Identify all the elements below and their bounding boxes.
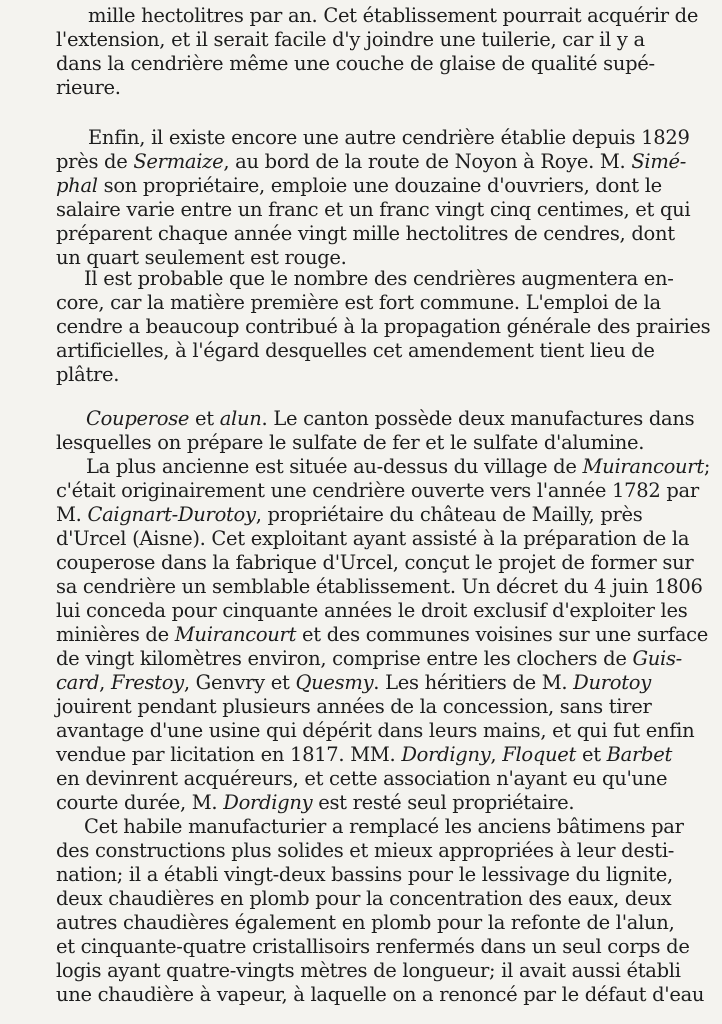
text-line bbox=[0, 887, 690, 911]
text-segment: avantage d'une usine qui dépérit dans leurs mains, et qui fut enfin bbox=[56, 719, 695, 742]
italic-text: card bbox=[56, 671, 100, 694]
text-segment: M. bbox=[56, 503, 88, 526]
text-segment: est resté seul propriétaire. bbox=[312, 791, 575, 814]
text-line bbox=[0, 527, 690, 551]
text-segment: et bbox=[189, 407, 220, 430]
text-line bbox=[0, 52, 690, 76]
text-segment: La plus ancienne est située au-dessus du village de bbox=[86, 455, 583, 478]
text-segment: de vingt kilomètres environ, comprise entre les clochers de bbox=[56, 647, 633, 670]
text-segment: vendue par licitation en 1817. MM. bbox=[56, 743, 402, 766]
text-segment: et cinquante-quatre cristallisoirs renfermés dans un seul corps de bbox=[56, 935, 690, 958]
italic-text: Barbet bbox=[606, 743, 672, 766]
text-line bbox=[0, 791, 690, 815]
text-line bbox=[0, 983, 705, 1007]
text-line bbox=[0, 959, 690, 983]
text-segment: jouirent pendant plusieurs années de la concession, sans tirer bbox=[56, 695, 652, 718]
italic-text: Frestoy bbox=[110, 671, 184, 694]
text-segment: core, car la matière première est fort commune. L'emploi de la bbox=[56, 291, 661, 314]
text-line bbox=[0, 551, 694, 575]
text-line bbox=[0, 363, 690, 387]
text-line bbox=[0, 267, 718, 291]
text-line bbox=[0, 743, 690, 767]
italic-text: Guis- bbox=[632, 647, 682, 670]
text-line bbox=[0, 575, 703, 599]
text-line bbox=[0, 671, 690, 695]
text-segment: autres chaudières également en plomb pour la refonte de l'alun, bbox=[56, 911, 675, 934]
italic-text: Muirancourt bbox=[174, 623, 297, 646]
text-segment: un quart seulement est rouge. bbox=[56, 246, 347, 269]
text-segment: deux chaudières en plomb pour la concentration des eaux, deux bbox=[56, 887, 672, 910]
text-line bbox=[0, 695, 690, 719]
text-segment: c'était originairement une cendrière ouverte vers l'année 1782 par bbox=[56, 479, 699, 502]
text-segment: dans la cendrière même une couche de glaise de qualité supé- bbox=[56, 52, 655, 75]
italic-text: Dordigny bbox=[401, 743, 491, 766]
text-line bbox=[0, 599, 690, 623]
text-segment: mille hectolitres par an. Cet établissement pourrait acquérir de bbox=[88, 4, 699, 27]
italic-text: Couperose bbox=[86, 407, 190, 430]
text-line bbox=[0, 407, 720, 431]
text-line bbox=[0, 815, 718, 839]
text-segment: Enfin, il existe encore une autre cendrière établie depuis 1829 bbox=[88, 126, 690, 149]
text-line bbox=[0, 863, 690, 887]
text-segment: rieure. bbox=[56, 76, 121, 99]
italic-text: Floquet bbox=[502, 743, 577, 766]
text-segment: l'extension, et il serait facile d'y joindre une tuilerie, car il y a bbox=[56, 28, 645, 51]
text-segment: plâtre. bbox=[56, 363, 120, 386]
italic-text: Sermaize bbox=[133, 150, 224, 173]
text-line bbox=[0, 198, 690, 222]
text-segment: logis ayant quatre-vingts mètres de longueur; il avait aussi établi bbox=[56, 959, 681, 982]
italic-text: Simé- bbox=[631, 150, 687, 173]
text-segment: salaire varie entre un franc et un franc vingt cinq centimes, et qui bbox=[56, 198, 691, 221]
text-segment: et des communes voisines sur une surface bbox=[296, 623, 709, 646]
text-segment: , bbox=[490, 743, 503, 766]
text-segment: , Genvry et bbox=[183, 671, 296, 694]
text-line bbox=[0, 291, 690, 315]
text-line bbox=[0, 4, 722, 28]
text-segment: sa cendrière un semblable établissement. Un décret du 4 juin 1806 bbox=[56, 575, 703, 598]
text-line bbox=[0, 503, 690, 527]
text-line bbox=[0, 28, 690, 52]
italic-text: Muirancourt bbox=[582, 455, 704, 478]
text-line bbox=[0, 911, 690, 935]
text-segment: lesquelles on prépare le sulfate de fer et le sulfate d'alumine. bbox=[56, 431, 645, 454]
text-line bbox=[0, 455, 720, 479]
text-segment: , propriétaire du château de Mailly, près bbox=[255, 503, 643, 526]
italic-text: Caignart-Durotoy bbox=[87, 503, 256, 526]
text-segment: nation; il a établi vingt-deux bassins pour le lessivage du lignite, bbox=[56, 863, 673, 886]
text-segment: , au bord de la route de Noyon à Roye. M. bbox=[223, 150, 632, 173]
text-segment: une chaudière à vapeur, à laquelle on a renoncé par le défaut d'eau bbox=[56, 983, 705, 1006]
text-line bbox=[0, 479, 699, 503]
text-line bbox=[0, 647, 690, 671]
text-segment: ; bbox=[703, 455, 711, 478]
italic-text: Quesmy bbox=[295, 671, 374, 694]
text-segment: minières de bbox=[56, 623, 175, 646]
italic-text: Dordigny bbox=[223, 791, 313, 814]
text-segment: lui conceda pour cinquante années le droit exclusif d'exploiter les bbox=[56, 599, 688, 622]
italic-text: phal bbox=[56, 174, 98, 197]
text-line bbox=[0, 150, 690, 174]
text-segment: près de bbox=[56, 150, 134, 173]
text-segment: et bbox=[576, 743, 607, 766]
text-line bbox=[0, 431, 690, 455]
text-segment: Il est probable que le nombre des cendrières augmentera en- bbox=[84, 267, 674, 290]
text-segment: d'Urcel (Aisne). Cet exploitant ayant assisté à la préparation de la bbox=[56, 527, 690, 550]
text-line bbox=[0, 222, 690, 246]
text-line bbox=[0, 76, 690, 100]
text-line bbox=[0, 339, 690, 363]
text-segment: cendre a beaucoup contribué à la propagation générale des prairies bbox=[56, 315, 711, 338]
text-segment: son propriétaire, emploie une douzaine d'ouvriers, dont le bbox=[97, 174, 662, 197]
text-line bbox=[0, 174, 690, 198]
text-segment: courte durée, M. bbox=[56, 791, 224, 814]
text-segment: couperose dans la fabrique d'Urcel, conçut le projet de former sur bbox=[56, 551, 694, 574]
text-segment: des constructions plus solides et mieux appropriées à leur desti- bbox=[56, 839, 675, 862]
text-line bbox=[0, 839, 690, 863]
text-segment: , bbox=[99, 671, 111, 694]
text-line bbox=[0, 767, 690, 791]
text-segment: Cet habile manufacturier a remplacé les anciens bâtimens par bbox=[84, 815, 684, 838]
text-segment: en devinrent acquéreurs, et cette association n'ayant eu qu'une bbox=[56, 767, 668, 790]
italic-text: alun bbox=[219, 407, 262, 430]
text-line bbox=[0, 126, 722, 150]
text-segment: . Le canton possède deux manufactures dans bbox=[261, 407, 695, 430]
text-line bbox=[0, 935, 690, 959]
text-segment: préparent chaque année vingt mille hectolitres de cendres, dont bbox=[56, 222, 675, 245]
text-line bbox=[0, 623, 709, 647]
text-line bbox=[0, 719, 695, 743]
text-segment: . Les héritiers de M. bbox=[373, 671, 574, 694]
text-segment: artificielles, à l'égard desquelles cet amendement tient lieu de bbox=[56, 339, 655, 362]
italic-text: Durotoy bbox=[573, 671, 651, 694]
text-line bbox=[0, 315, 711, 339]
